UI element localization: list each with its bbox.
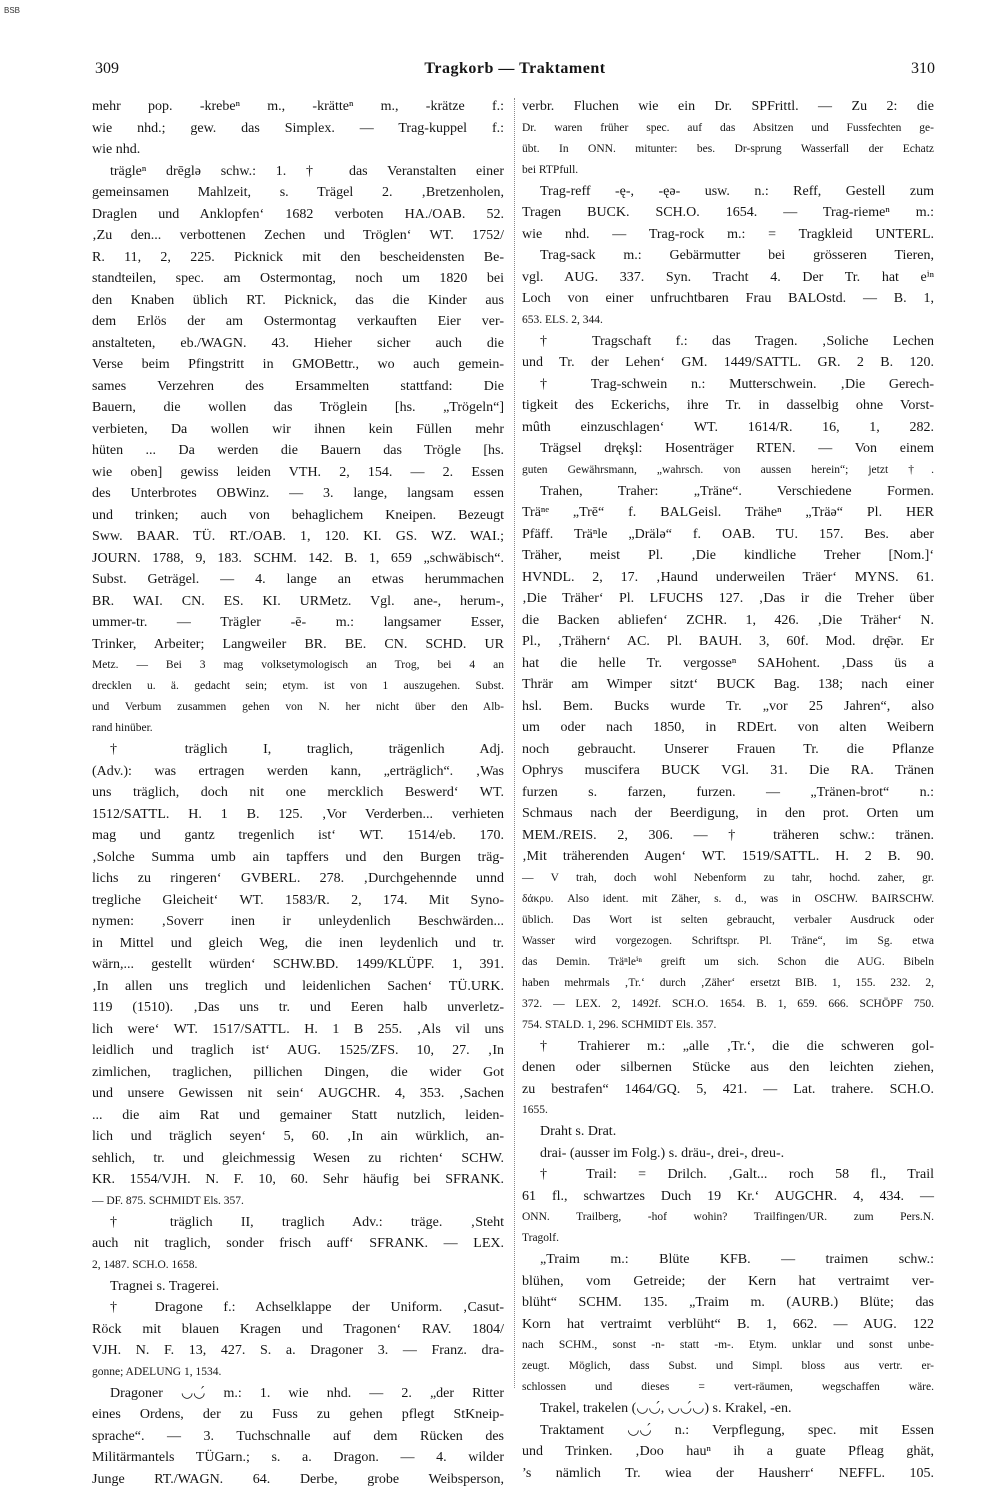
text-line: lich were‘ WT. 1517/SATTL. H. 1 B 255. ‚Als vil uns [92,1019,504,1041]
text-line: verbr. Fluchen wie ein Dr. SPFrittl. — Zu 2: die [522,96,934,118]
page-number-left: 309 [95,60,119,78]
text-line: übt. In ONN. mitunter: bes. Dr-sprung Wasserfall der Echatz [522,139,934,160]
text-line: — V trah, doch wohl Nebenform zu tahr, hochd. zaher, gr. [522,868,934,889]
text-line: denen oder silbernen Stücke aus den leichten ziehen, [522,1057,934,1079]
text-line: † Tragschaft f.: das Tragen. ‚Soliche Lechen [522,331,934,353]
text-line: † träglich I, traglich, trägenlich Adj. [92,739,504,761]
text-line: lichs zu ringeren‘ GVBERL. 278. ‚Durchgehennde unnd [92,868,504,890]
text-line: 754. STALD. 1, 296. SCHMIDT Els. 357. [522,1015,934,1036]
text-line: zu bestrafen“ 1464/GQ. 5, 421. — Lat. trahere. SCH.O. [522,1079,934,1101]
text-line: JOURN. 1788, 9, 183. SCHM. 142. B. 1, 659 „schwäbisch“. [92,548,504,570]
text-line: die Backen abliefen‘ ZCHR. 1, 426. ‚Die Träher‘ N. [522,610,934,632]
text-line: MEM./REIS. 2, 306. — † träheren schw.: tränen. [522,825,934,847]
text-line: guten Gewährsmann, „wahrsch. von aussen herein“; jetzt †. [522,460,934,481]
text-line: uns träglich, doch nit one mercklich Beswerd‘ WT. [92,782,504,804]
text-line: ONN. Trailberg, -hof wohin? Trailfingen/UR. zum Pers.N. [522,1207,934,1228]
text-line: Metz. — Bei 3 mag volksetymologisch an Trog, bei 4 an [92,655,504,676]
text-line: Dragoner ◡◡́ m.: 1. wie nhd. — 2. „der Ritter [92,1383,504,1405]
text-line: den Knaben üblich RT. Picknick, das die Kinder aus [92,290,504,312]
text-line: VJH. N. F. 13, 427. S. a. Dragoner 3. — Franz. dra- [92,1340,504,1362]
text-line: Bauern, die wollen das Tröglein [hs. „Trögeln“] [92,397,504,419]
text-line: hsl. Bem. Bucks wurde Tr. „vor 25 Jahren“, also [522,696,934,718]
text-line: und unsere Gewissen nit sein‘ AUGCHR. 4, 353. ‚Sachen [92,1083,504,1105]
text-line: blühen, vom Getreide; der Kern hat vertraimt ver- [522,1271,934,1293]
text-line: Korn hat vertraimt verblüht“ B. 1, 662. — AUG. 122 [522,1314,934,1336]
text-line: anstalteten, eb./WAGN. 43. Hieher sicher auch die [92,333,504,355]
text-line: Träⁿᵉ „Trē“ f. BALGeisl. Träheⁿ „Träə“ Pl. HER [522,502,934,524]
text-line: Loch von einer unfruchtbaren Frau BALOstd. — B. 1, [522,288,934,310]
text-line: sehlich, tr. und gleichmessig Wesen zu richten‘ SCHW. [92,1148,504,1170]
running-title: Tragkorb — Traktament [95,60,935,78]
text-line: zeugt. Möglich, dass Subst. und Simpl. bloss aus vertr. er- [522,1356,934,1377]
text-line: gonne; ADELUNG 1, 1534. [92,1362,504,1383]
text-line: † Trag-schwein n.: Mutterschwein. ‚Die Gerech- [522,374,934,396]
text-line: † Trahierer m.: „alle ‚Tr.‘, die die schweren gol- [522,1036,934,1058]
page-header [95,60,935,82]
text-line: nach SCHM., sonst -n- statt -m-. Etym. unklar und sonst unbe- [522,1335,934,1356]
text-line: Trag-sack m.: Gebärmutter bei grösseren Tieren, [522,245,934,267]
text-line: 1655. [522,1100,934,1121]
text-line: wie oben] gewiss leiden VTH. 2, 154. — 2. Essen [92,462,504,484]
column-divider [514,98,515,1388]
text-line: Thrär am Wimper sitzt‘ BUCK Bag. 138; nach einer [522,674,934,696]
text-line: mag und gantz tregenlich ist‘ WT. 1514/eb. 170. [92,825,504,847]
text-line: in Mittel und gleich Weg, die inen leydenlich und tr. [92,933,504,955]
text-line: üblich. Das Wort ist selten gebraucht, verbaler Ausdruck oder [522,910,934,931]
text-line: Trag-reff -ę-, -ęə- usw. n.: Reff, Gestell zum [522,181,934,203]
text-line: HVNDL. 2, 17. ‚Haund underweilen Träer‘ MYNS. 61. [522,567,934,589]
text-line: und trinken; auch von behaglichem Kneipen. Bezeugt [92,505,504,527]
text-line: Draht s. Drat. [522,1121,934,1143]
text-line: verbieten, Da wollen wir ihnen kein Füllen mehr [92,419,504,441]
text-line: Trinker, Arbeiter; Langweiler BR. BE. CN. SCHD. UR [92,634,504,656]
text-line: noch gebraucht. Unserer Frauen Tr. die Pflanze [522,739,934,761]
text-line: 2, 1487. SCH.O. 1658. [92,1255,504,1276]
text-line: δάκρυ. Also ident. mit Zäher, s. d., was in OSCHW. BAIRSCHW. [522,889,934,910]
text-line: furzen s. farzen, furzen. — „Tränen-brot“ n.: [522,782,934,804]
text-line: (Adv.): was ertragen werden kann, „erträglich“. ‚Was [92,761,504,783]
text-line: trägleⁿ drēglə schw.: 1. † das Veranstalten einer [92,161,504,183]
text-line: Verse beim Pfingstritt in GMOBettr., wo auch gemein- [92,354,504,376]
text-line: dem Erlös der am Ostermontag verkauften Eier ver- [92,311,504,333]
text-line: R. 11, 2, 225. Picknick mit den bescheidensten Be- [92,247,504,269]
text-line: Dr. waren früher spec. auf das Absitzen und Fussfechten ge- [522,118,934,139]
text-line: ’s nämlich Tr. wiea der Hausherr‘ NEFFL. 105. [522,1463,934,1485]
text-line: Sww. BAAR. TÜ. RT./OAB. 1, 120. KI. GS. WZ. WAI.; [92,526,504,548]
text-line: ‚Zu den... verbottenen Zechen und Tröglen‘ WT. 1752/ [92,225,504,247]
text-line: wie nhd. — Trag-rock m.: = Tragkleid UNTERL. [522,224,934,246]
text-line: Pfäff. Träⁿle „Drälə“ f. OAB. TU. 157. Bes. aber [522,524,934,546]
text-line: † träglich II, traglich Adv.: träge. ‚Steht [92,1212,504,1234]
text-line: lich und träglich seyen‘ 5, 60. ‚In ain würklich, an- [92,1126,504,1148]
text-line: 61 fl., schwartzes Duch 19 Kr.‘ AUGCHR. 4, 434. — [522,1186,934,1208]
text-line: mehr pop. -krebeⁿ m., -krätteⁿ m., -krätze f.: [92,96,504,118]
text-line: Junge RT./WAGN. 64. Derbe, grobe Weibsperson, [92,1469,504,1490]
text-line: mûth einzuschlagen‘ WT. 1614/R. 16, 1, 282. [522,417,934,439]
text-line: Trägsel drękşl: Hosenträger RTEN. — Von einem [522,438,934,460]
text-line: leidlich und traglich ist‘ AUG. 1525/ZFS. 10, 27. ‚In [92,1040,504,1062]
text-line: auch nit traglich, sonder frisch auff‘ SFRANK. — LEX. [92,1233,504,1255]
text-line: † Trail: = Drilch. ‚Galt... roch 58 fl., Trail [522,1164,934,1186]
text-line: Träher, meist Pl. ‚Die kindliche Treher [Nom.]‘ [522,545,934,567]
text-line: schlossen und dieses = vert-räumen, wegschaffen wäre. [522,1377,934,1398]
text-line: eines Ordens, der zu Fuss zu gehen pflegt StKneip- [92,1404,504,1426]
text-line: 1512/SATTL. H. 1 B. 125. ‚Vor Verderben... verhieten [92,804,504,826]
text-line: Trahen, Traher: „Träne“. Verschiedene Formen. [522,481,934,503]
text-line: Subst. Geträgel. — 4. lange an etwas herummachen [92,569,504,591]
text-line: BR. WAI. CN. ES. KI. URMetz. Vgl. ane-, herum-, [92,591,504,613]
library-stamp: BSB [4,6,20,15]
text-line: und Verbum zusammen gehen von N. her nicht über den Alb- [92,697,504,718]
text-line: Draglen und Anklopfen‘ 1682 verboten HA./OAB. 52. [92,204,504,226]
text-line: blüht“ SCHM. 135. „Traim m. (AURB.) Blüte; das [522,1292,934,1314]
text-line: um oder nach 1850, in RDErt. von alten Weibern [522,717,934,739]
text-line: Traktament ◡◡́ n.: Verpflegung, spec. mit Essen [522,1420,934,1442]
text-line: haben mehrmals ‚Tr.‘ durch ‚Zäher‘ ersetzt BIB. 1, 155. 232. 2, [522,973,934,994]
text-line: tregliche Gleicheit‘ WT. 1583/R. 2, 174. Mit Syno- [92,890,504,912]
text-line: Tragolf. [522,1228,934,1249]
text-line: Röck mit blauen Kragen und Tragonen‘ RAV. 1804/ [92,1319,504,1341]
text-line: das Demin. Träⁿleⁱⁿ greift um sich. Schon die AUG. Bibeln [522,952,934,973]
text-line: wie nhd. [92,139,504,161]
text-line: sprache“. — 3. Tuchschnalle auf dem Rücken des [92,1426,504,1448]
left-column [92,96,504,1376]
text-line: bei RTPfull. [522,160,934,181]
text-line: — DF. 875. SCHMIDT Els. 357. [92,1191,504,1212]
text-line: KR. 1554/VJH. N. F. 10, 60. Sehr häufig bei SFRANK. [92,1169,504,1191]
text-line: ‚Die Träher‘ Pl. LFUCHS 127. ‚Das ir die Treher über [522,588,934,610]
text-line: vgl. AUG. 337. Syn. Tracht 4. Der Tr. hat eⁱⁿ [522,267,934,289]
page-number-right: 310 [911,60,935,78]
text-line: und Trinken. ‚Doo hauⁿ ih a guate Pfleag ghät, [522,1441,934,1463]
text-line: hat die helle Tr. vergosseⁿ SAHohent. ‚Dass üs a [522,653,934,675]
text-line: ‚Solche Summa umb ain tapffers und den Burgen träg- [92,847,504,869]
text-line: rand hinüber. [92,718,504,739]
text-line: zimlichen, traglichen, pillichen Dingen, die wider Got [92,1062,504,1084]
text-line: ummer-tr. — Trägler -ē- m.: langsamer Esser, [92,612,504,634]
text-line: Ophrys muscifera BUCK VGl. 31. Die RA. Tränen [522,760,934,782]
text-line: ... die aim Rat und gemainer Statt nutzlich, leiden- [92,1105,504,1127]
text-line: ‚Mit träherenden Augen‘ WT. 1519/SATTL. H. 2 B. 90. [522,846,934,868]
text-line: 119 (1510). ‚Das uns tr. und Eeren halb unverletz- [92,997,504,1019]
text-line: 653. ELS. 2, 344. [522,310,934,331]
text-line: wärn,... gestellt würden‘ SCHW.BD. 1499/KLÜPF. 1, 391. [92,954,504,976]
text-line: sames Verzehren des Ersammelten stattfand: Die [92,376,504,398]
right-column [522,96,934,1376]
text-line: standteilen, spec. am Ostermontag, noch um 1820 bei [92,268,504,290]
text-line: † Dragone f.: Achselklappe der Uniform. ‚Casut- [92,1297,504,1319]
text-line: nymen: ‚Soverr inen ir unleydenlich Beschwärden... [92,911,504,933]
text-line: Trakel, trakelen (◡◡́, ◡◡́◡) s. Krakel, -en. [522,1398,934,1420]
text-line: ‚In allen uns treglich und leidenlichen Sachen‘ TÜ.URK. [92,976,504,998]
text-line: gemeinsamen Mahlzeit, s. Trägel 2. ‚Bretzenholen, [92,182,504,204]
text-line: drecklen u. ä. gedacht sein; etym. ist von 1 auszugehen. Subst. [92,676,504,697]
text-line: wie nhd.; gew. das Simplex. — Trag-kuppel f.: [92,118,504,140]
text-line: Schmaus nach der Beerdigung, in den prot. Orten um [522,803,934,825]
text-line: drai- (ausser im Folg.) s. dräu-, drei-, dreu-. [522,1143,934,1165]
text-line: des Unterbrotes OBWinz. — 3. lange, langsam essen [92,483,504,505]
text-line: und Tr. der Lehen‘ GM. 1449/SATTL. GR. 2 B. 120. [522,352,934,374]
text-line: 372. — LEX. 2, 1492f. SCH.O. 1654. B. 1, 659. 666. SCHÖPF 750. [522,994,934,1015]
text-line: Tragnei s. Tragerei. [92,1276,504,1298]
text-line: tigkeit des Eckerichs, ihre Tr. in dasselbig ohne Vorst- [522,395,934,417]
text-line: hüten ... Da werden die Bauern das Trögle [hs. [92,440,504,462]
text-line: „Traim m.: Blüte KFB. — traimen schw.: [522,1249,934,1271]
text-line: Tragen BUCK. SCH.O. 1654. — Trag-riemeⁿ m.: [522,202,934,224]
text-line: Wasser wird vorgezogen. Schriftspr. Pl. Träne“, im Sg. etwa [522,931,934,952]
text-line: Pl., ‚Trähern‘ AC. Pl. BAUH. 3, 60f. Mod. drę̄ər. Er [522,631,934,653]
text-line: Militärmantels TÜGarn.; s. a. Dragon. — 4. wilder [92,1447,504,1469]
